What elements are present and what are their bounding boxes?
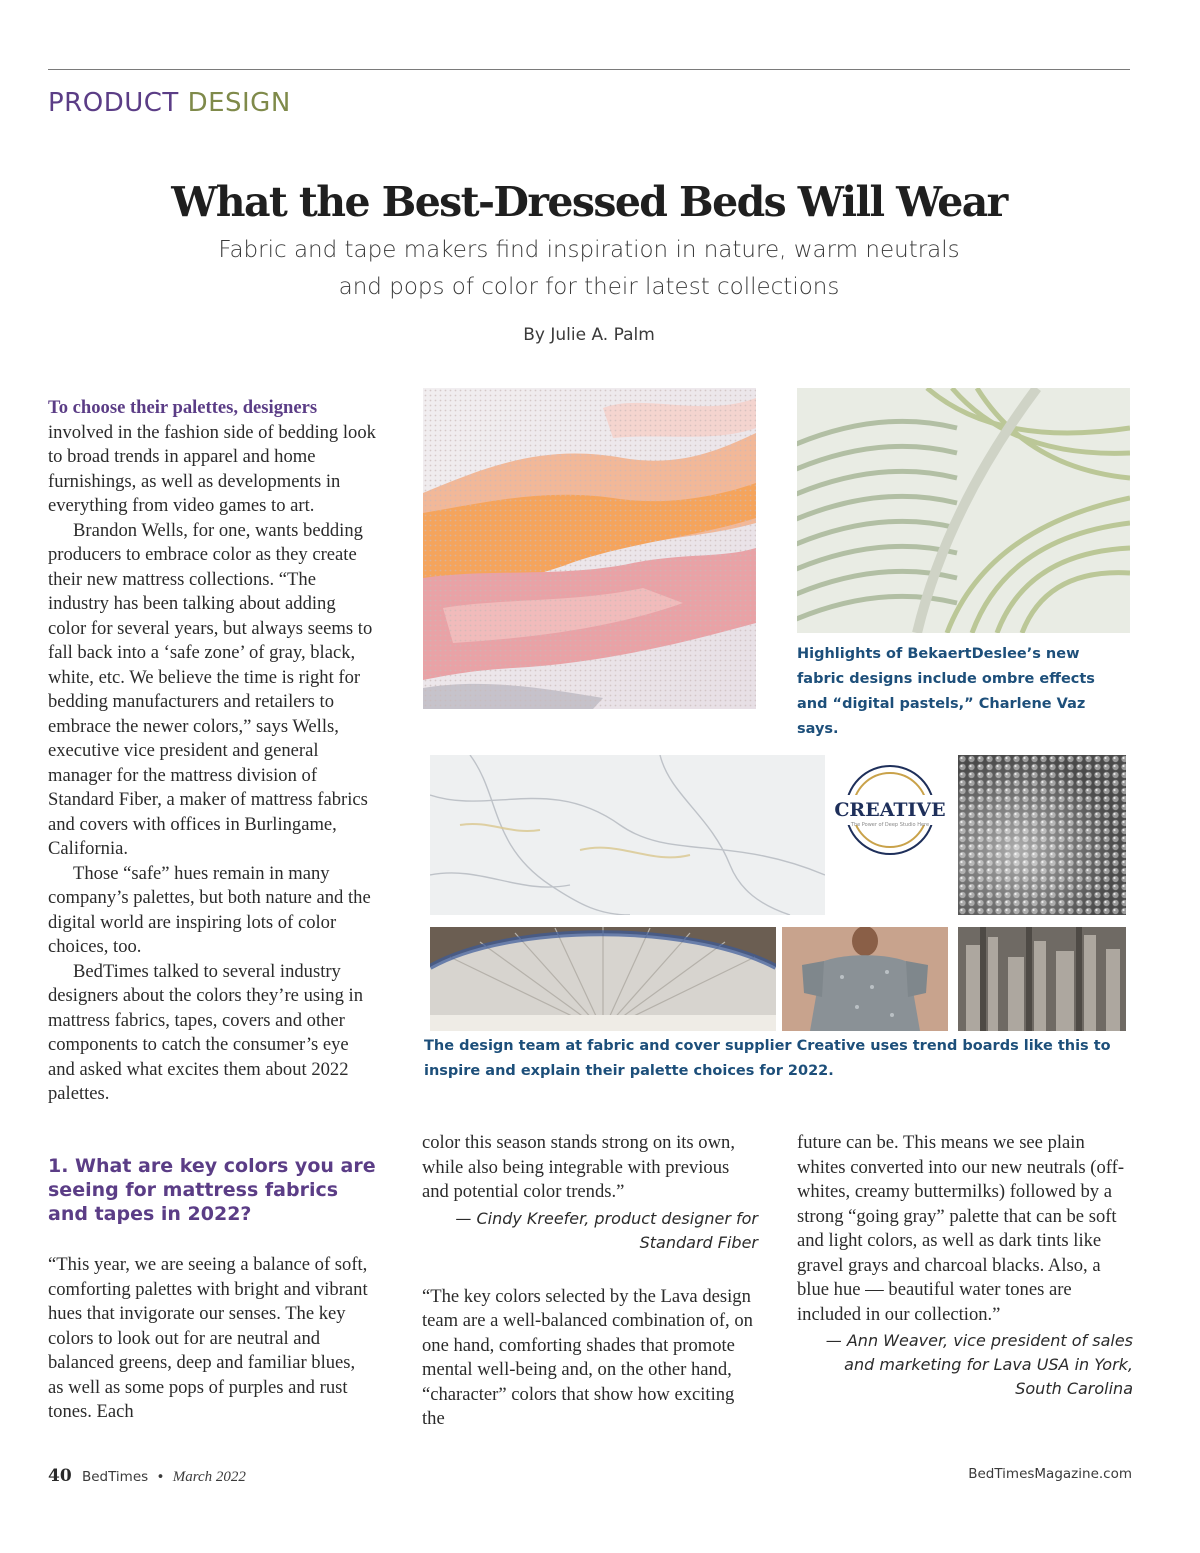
safe-hues-paragraph: Those “safe” hues remain in many company’s palettes, but both nature and the digital world are inspiring lots of color choices, too. [48,862,371,957]
porcelain-photo [430,927,776,1031]
attribution-kreefer: — Cindy Kreefer, product designer for Standard Fiber [455,1208,758,1252]
footer-bullet: • [156,1469,165,1485]
footer-left [48,1466,246,1486]
intro-paragraph [48,396,376,519]
pastel-fabric-image [423,388,756,709]
marble-photo [430,755,825,915]
leaf-fabric-photo [797,388,1130,633]
sequins-photo [958,755,1126,915]
creative-logo-tile [828,755,953,915]
metallic-image [958,927,1126,1031]
marble-image [430,755,825,915]
creative-logo [828,755,953,915]
intro-column [48,396,376,1107]
intro-text: involved in the fashion side of bedding look to broad trends in apparel and home furnishings, as well as developments in everything from video games to art. [48,421,376,516]
footer-date: March 2022 [172,1469,246,1485]
bedtimes-paragraph: BedTimes talked to several industry designers about the colors they’re using in mattress fabrics, tapes, covers and other components to catch the consumer’s eye and asked what excites them about 2022 palettes. [48,960,363,1104]
logo-wordmark: CREATIVE [834,799,946,821]
bekaert-caption: Highlights of BekaertDeslee’s new fabric designs include ombre effects and “digital pastels,” Charlene Vaz says. [797,646,1095,737]
right-column [797,1131,1133,1401]
leaf-fabric-image [797,388,1130,633]
section-word-product: PRODUCT [48,88,179,118]
sequins-image [958,755,1126,915]
byline: By Julie A. Palm [523,325,655,345]
gown-photo [782,927,948,1031]
header-rule [48,69,1130,70]
answer-1-start [48,1253,372,1425]
lead-in: To choose their palettes, designers [48,397,318,418]
section-label [48,88,291,118]
section-word-design: DESIGN [187,88,291,118]
metallic-photo [958,927,1126,1031]
answer-1-part-1: “This year, we are seeing a balance of soft, comforting palettes with bright and vibrant hues that invigorate our senses. The key colors to look out for are neutral and balanced greens, deep and familiar blues, as well as some pops of purples and rust tones. Each [48,1254,368,1422]
page-number: 40 [48,1466,72,1486]
attribution-weaver: — Ann Weaver, vice president of sales and marketing for Lava USA in York, South Carolina [825,1331,1133,1398]
porcelain-image [430,927,776,1031]
logo-tagline: The Power of Deep Studio Here [850,822,930,828]
pastel-fabric-photo [423,388,756,709]
creative-caption: The design team at fabric and cover supplier Creative uses trend boards like this to inspire and explain their palette choices for 2022. [424,1038,1111,1079]
answer-1-part-2: color this season stands strong on its own, while also being integrable with previous and potential color trends.” [422,1132,735,1202]
footer-website: BedTimesMagazine.com [968,1466,1132,1482]
footer-magazine: BedTimes [81,1469,149,1485]
gown-image [782,927,948,1031]
article-title: What the Best-Dressed Beds Will Wear [171,178,1007,226]
question-1-heading: 1. What are key colors you are seeing for mattress fabrics and tapes in 2022? [48,1155,376,1225]
answer-2-part-1: “The key colors selected by the Lava design team are a well-balanced combination of, on one hand, comforting shades that promote mental well-being and, on the other hand, “character” colors that show how exciting the [422,1285,753,1429]
middle-column [422,1131,758,1432]
answer-2-part-2: future can be. This means we see plain whites converted into our new neutrals (off-whites, creamy buttermilks) followed by a strong “going gray” palette that can be soft and light colors, as well as dark tints like gravel grays and charcoal blacks. Also, a blue hue — beautiful water tones are included in our collection.” [797,1132,1125,1325]
article-deck: Fabric and tape makers find inspiration in nature, warm neutrals and pops of color for their latest collections [218,237,960,300]
wells-paragraph: Brandon Wells, for one, wants bedding producers to embrace color as they create their new mattress collections. “The industry has been talking about adding color for several years, but always seems to fall back into a ‘safe zone’ of gray, black, white, etc. We believe the time is right for bedding manufacturers and retailers to embrace the newer colors,” says Wells, executive vice president and general manager for the mattress division of Standard Fiber, a maker of mattress fabrics and covers with offices in Burlingame, California. [48,519,373,859]
